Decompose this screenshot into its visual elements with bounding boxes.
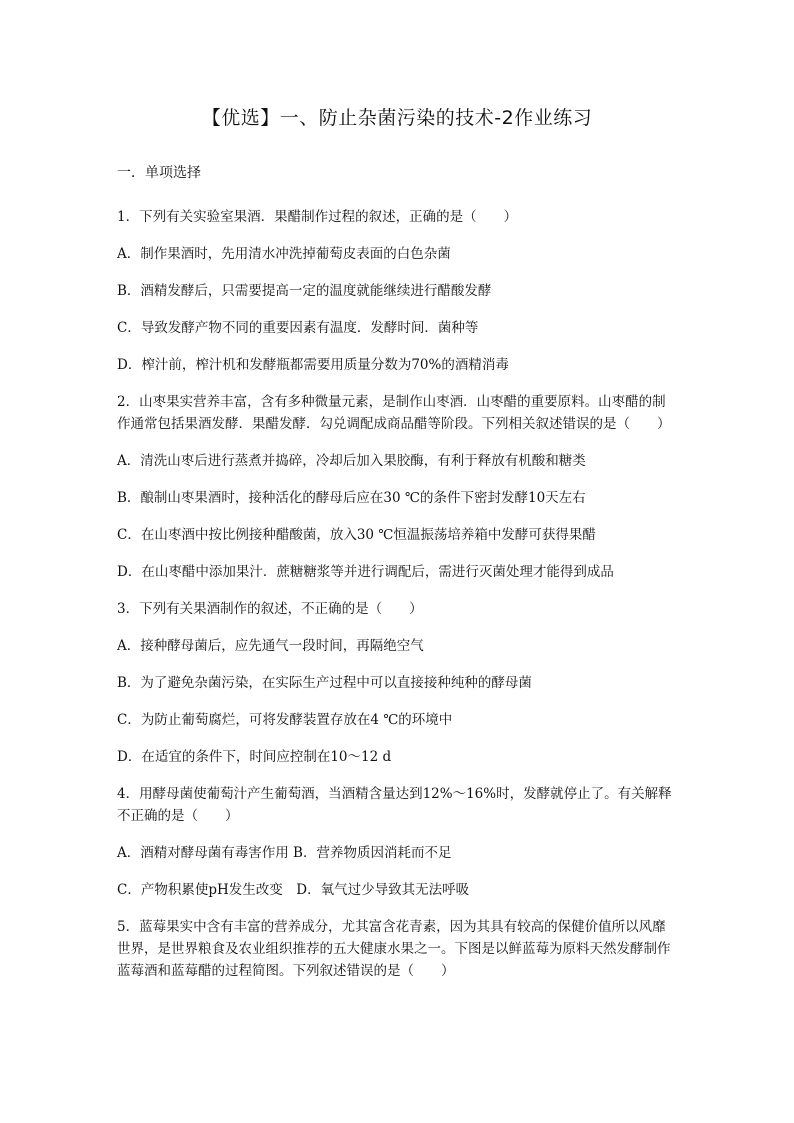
option-row-cd: C．产物积累使pH发生改变 D．氧气过少导致其无法呼吸: [117, 882, 470, 898]
question-4: [117, 783, 677, 901]
option-c: C．导致发酵产物不同的重要因素有温度．发酵时间．菌种等: [117, 320, 479, 336]
question-stem: 3．下列有关果酒制作的叙述，不正确的是（ ）: [117, 601, 423, 617]
option-b: B．酒精发酵后，只需要提高一定的温度就能继续进行醋酸发酵: [117, 283, 492, 299]
question-5: [117, 916, 677, 982]
page-title: 【优选】一、防止杂菌污染的技术-2作业练习: [201, 107, 593, 129]
question-1: [117, 206, 677, 376]
question-stem: 2．山枣果实营养丰富，含有多种微量元素，是制作山枣酒．山枣醋的重要原料。山枣醋的制作通常包括果酒发酵．果醋发酵．勾兑调配成商品醋等阶段。下列相关叙述错误的是（ ）: [117, 394, 671, 432]
option-d: D．在适宜的条件下，时间应控制在10～12 d: [117, 749, 392, 765]
option-a: A．清洗山枣后进行蒸煮并捣碎，冷却后加入果胶酶，有利于释放有机酸和糖类: [117, 453, 586, 469]
option-c: C．为防止葡萄腐烂，可将发酵装置存放在4 ℃的环境中: [117, 712, 453, 728]
option-b: B．为了避免杂菌污染，在实际生产过程中可以直接接种纯种的酵母菌: [117, 675, 532, 691]
option-b: B．酿制山枣果酒时，接种活化的酵母后应在30 ℃的条件下密封发酵10天左右: [117, 490, 586, 506]
option-row-ab: A．酒精对酵母菌有毒害作用 B．营养物质因消耗而不足: [117, 845, 452, 861]
question-list: [117, 206, 677, 997]
option-c: C．在山枣酒中按比例接种醋酸菌，放入30 ℃恒温振荡培养箱中发酵可获得果醋: [117, 527, 596, 543]
question-stem: 4．用酵母菌使葡萄汁产生葡萄酒，当酒精含量达到12%～16%时，发酵就停止了。有关解释不正确的是（ ）: [117, 786, 672, 824]
option-a: A．接种酵母菌后，应先通气一段时间，再隔绝空气: [117, 638, 424, 654]
section-heading: 一．单项选择: [117, 165, 201, 181]
option-d: D．榨汁前，榨汁机和发酵瓶都需要用质量分数为70%的酒精消毒: [117, 357, 509, 373]
question-stem: 5．蓝莓果实中含有丰富的营养成分，尤其富含花青素，因为其具有较高的保健价值所以风靡世界，是世界粮食及农业组织推荐的五大健康水果之一。下图是以鲜蓝莓为原料天然发酵制作蓝莓酒和蓝莓醋的过程简图。下列叙述错误的是（ ）: [117, 919, 671, 979]
option-a: A．制作果酒时，先用清水冲洗掉葡萄皮表面的白色杂菌: [117, 246, 451, 262]
question-stem: 1．下列有关实验室果酒．果醋制作过程的叙述，正确的是（ ）: [117, 209, 518, 225]
question-3: [117, 598, 677, 768]
option-d: D．在山枣醋中添加果汁．蔗糖糖浆等并进行调配后，需进行灭菌处理才能得到成品: [117, 564, 614, 580]
question-2: [117, 391, 677, 583]
